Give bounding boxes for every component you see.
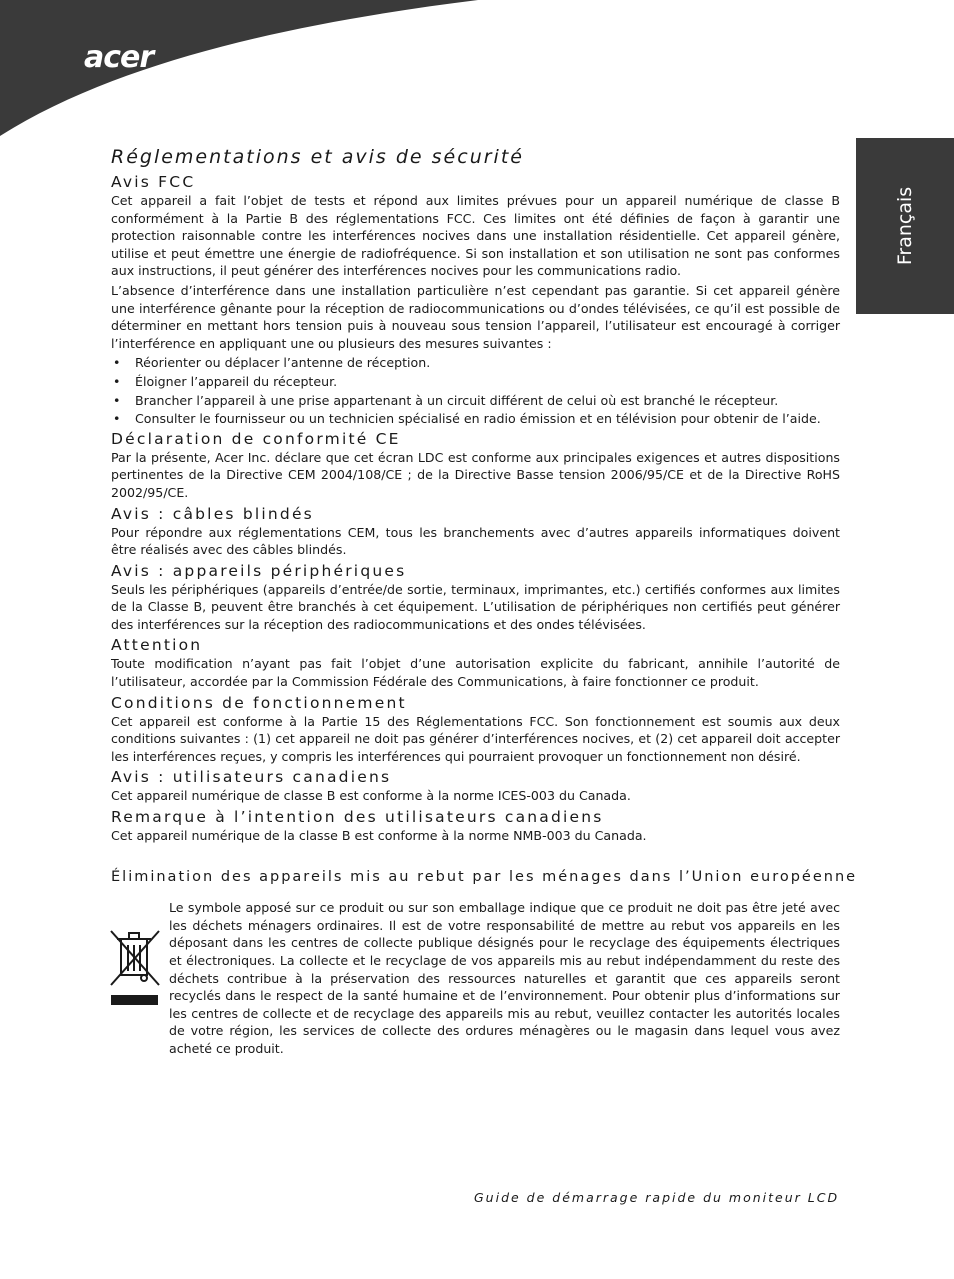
list-item: • Consulter le fournisseur ou un technicien spécialisé en radio émission et en télévision pour obtenir de l’aide. (111, 410, 840, 428)
page-content (111, 146, 858, 1070)
fcc-paragraph-1: Cet appareil a fait l’objet de tests et répond aux limites prévues pour un appareil numérique de classe B conformément à la Partie B des réglementations FCC. Ces limites ont été définies de façon à garantir une protection raisonnable contre les interférences nocives dans une installation résidentielle. Cet appareil génère, utilise et peut émettre une énergie de radiofréquence. Si son installation et son utilisation ne sont pas conformes aux instructions, il peut générer des interférences nocives pour les communications radio. (111, 193, 840, 279)
language-tab-label: Français (894, 186, 916, 266)
list-item: • Réorienter ou déplacer l’antenne de réception. (111, 354, 840, 372)
section-title-canadiens: Avis : utilisateurs canadiens (111, 768, 392, 787)
peripheriques-paragraph: Seuls les périphériques (appareils d’entrée/de sortie, terminaux, imprimantes, etc.) certifiés conformes aux limites de la Classe B, peuvent être branchés à cet équipement. L’utilisation de périphériques non certifiés peut générer des interférences sur la réception des radiocommunications et des ondes télévisées. (111, 581, 840, 632)
section-title-ce: Déclaration de conformité CE (111, 429, 401, 448)
weee-paragraph: Le symbole apposé sur ce produit ou sur son emballage indique que ce produit ne doit pas être jeté avec les déchets ménagers ordinaires. Il est de votre responsabilité de mettre au rebut vos appareils en les déposant dans les centres de collecte publique désignés pour le recyclage des équipements électriques et électroniques. La collecte et le recyclage de vos appareils mis au rebut indépendamment du reste des déchets contribue à la préservation des ressources naturelles et garantit que ces appareils seront recyclés dans le respect de la santé humaine et de l’environnement. Pour obtenir plus d’informations sur les centres de collecte et de recyclage des appareils mis au rebut, veuillez contacter les autorités locales de votre région, les services de collecte des ordures ménagères ou le magasin dans lequel vous avez acheté ce produit. (169, 900, 840, 1056)
weee-black-bar (111, 995, 158, 1005)
section-title-fcc: Avis FCC (111, 173, 196, 191)
ce-paragraph: Par la présente, Acer Inc. déclare que cet écran LDC est conforme aux principales exigences et autres dispositions pertinentes de la Directive CEM 2004/108/CE ; de la Directive Basse tension 2006/95/CE et de la Directive RoHS 2002/95/CE. (111, 449, 840, 500)
crossed-out-wheelie-bin-icon (107, 927, 163, 991)
list-item: • Éloigner l’appareil du récepteur. (111, 373, 840, 391)
language-tab (856, 138, 954, 314)
fcc-paragraph-2: L’absence d’interférence dans une installation particulière n’est cependant pas garantie. Si cet appareil génère une interférence gênante pour la réception de radiocommunications ou d’ondes télévisées, ce qu’il est possible de déterminer en mettant hors tension puis à nouveau sous tension l’appareil, l’utilisateur est encouragé à corriger l’interférence en appliquant une ou plusieurs des mesures suivantes : (111, 282, 840, 351)
section-title-weee: Élimination des appareils mis au rebut par les ménages dans l’Union européenne (111, 868, 858, 885)
section-title-attention: Attention (111, 636, 203, 655)
section-title-peripheriques: Avis : appareils périphériques (111, 561, 407, 580)
section-title-cables: Avis : câbles blindés (111, 504, 314, 523)
footer-guide-title: Guide de démarrage rapide du moniteur LCD (474, 1190, 840, 1205)
section-title-remarque: Remarque à l’intention des utilisateurs canadiens (111, 808, 604, 827)
remarque-paragraph: Cet appareil numérique de la classe B est conforme à la norme NMB-003 du Canada. (111, 828, 647, 844)
cables-paragraph: Pour répondre aux réglementations CEM, tous les branchements avec d’autres appareils informatiques doivent être réalisés avec des câbles blindés. (111, 524, 840, 558)
page-title: Réglementations et avis de sécurité (111, 146, 524, 168)
fcc-measures-list (111, 354, 840, 427)
section-title-conditions: Conditions de fonctionnement (111, 693, 407, 712)
conditions-paragraph: Cet appareil est conforme à la Partie 15 des Réglementations FCC. Son fonctionnement est soumis aux deux conditions suivantes : (1) cet appareil ne doit pas générer d’interférences nocives, et (2) cet appareil doit accepter les interférences reçues, y compris les interférences qui pourraient provoquer un fonctionnement non désiré. (111, 713, 840, 764)
attention-paragraph: Toute modification n’ayant pas fait l’objet d’une autorisation explicite du fabricant, annihile l’autorité de l’utilisateur, accordée par la Commission Fédérale des Communications, à faire fonctionner ce produit. (111, 656, 840, 690)
weee-block (111, 899, 840, 1057)
list-item: • Brancher l’appareil à une prise appartenant à un circuit différent de celui où est branché le récepteur. (111, 392, 840, 410)
canadiens-paragraph: Cet appareil numérique de classe B est conforme à la norme ICES-003 du Canada. (111, 788, 631, 804)
acer-logo: acer (84, 40, 154, 75)
